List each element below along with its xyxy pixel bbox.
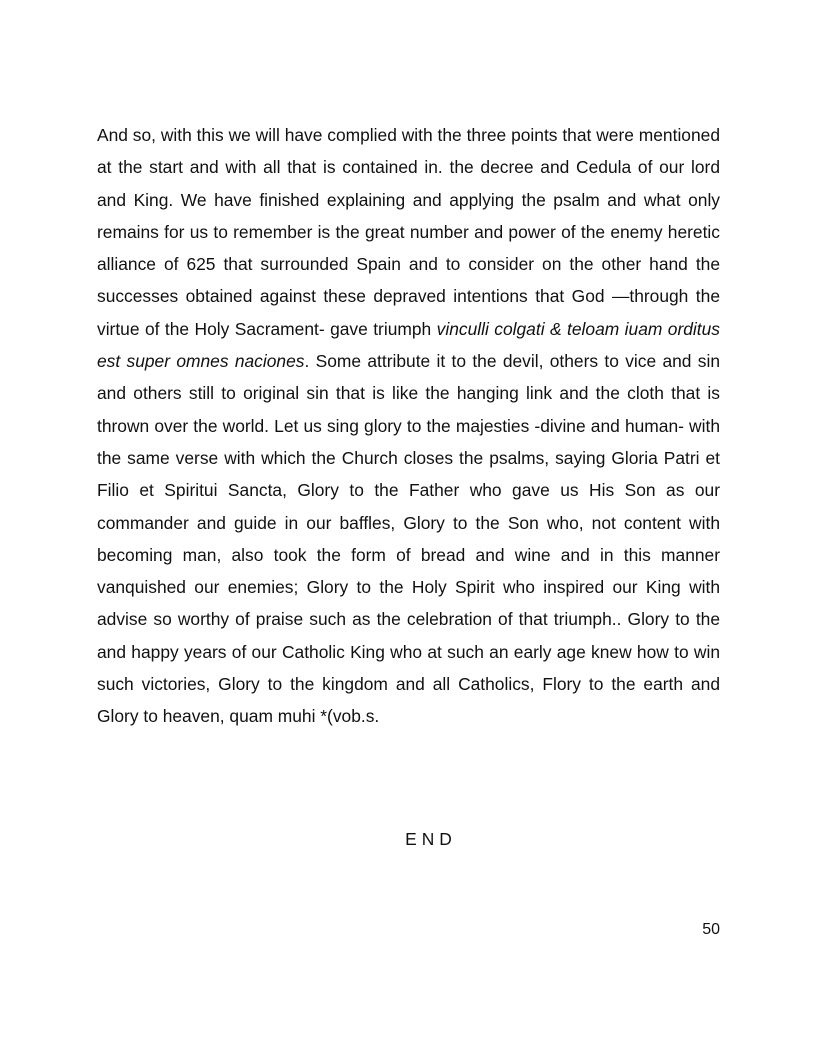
body-paragraph [97, 119, 720, 733]
paragraph-text-part-2: . Some attribute it to the devil, others to vice and sin and others still to original sin that is like the hanging link and the cloth that is thrown over the world. Let us sing glory to the majesties -divine and human- with the same verse with which the Church closes the psalms, saying Gloria Patri et Filio et Spiritui Sancta, Glory to the Father who gave us His Son as our commander and guide in our baffles, Glory to the Son who, not content with becoming man, also took the form of bread and wine and in this manner vanquished our enemies; Glory to the Holy Spirit who inspired our King with advise so worthy of praise such as the celebration of that triumph.. Glory to the and happy years of our Catholic King who at such an early age knew how to win such victories, Glory to the kingdom and all Catholics, Flory to the earth and Glory to heaven, quam muhi *(vob.s. [97, 351, 721, 727]
paragraph-text-part-1: And so, with this we will have complied with the three points that were mentioned at the start and with all that is contained in. the decree and Cedula of our lord and King. We have finished explaining and applying the psalm and what only remains for us to remember is the great number and power of the enemy heretic alliance of 625 that surrounded Spain and to consider on the other hand the successes obtained against these depraved intentions that God —through the virtue of the Holy Sacrament- gave triumph [97, 125, 720, 339]
end-marker: END [405, 829, 457, 849]
latin-quotation: vinculli colgati & teloam iuam orditus est super omnes naciones [97, 318, 720, 372]
page-number: 50 [702, 921, 720, 938]
